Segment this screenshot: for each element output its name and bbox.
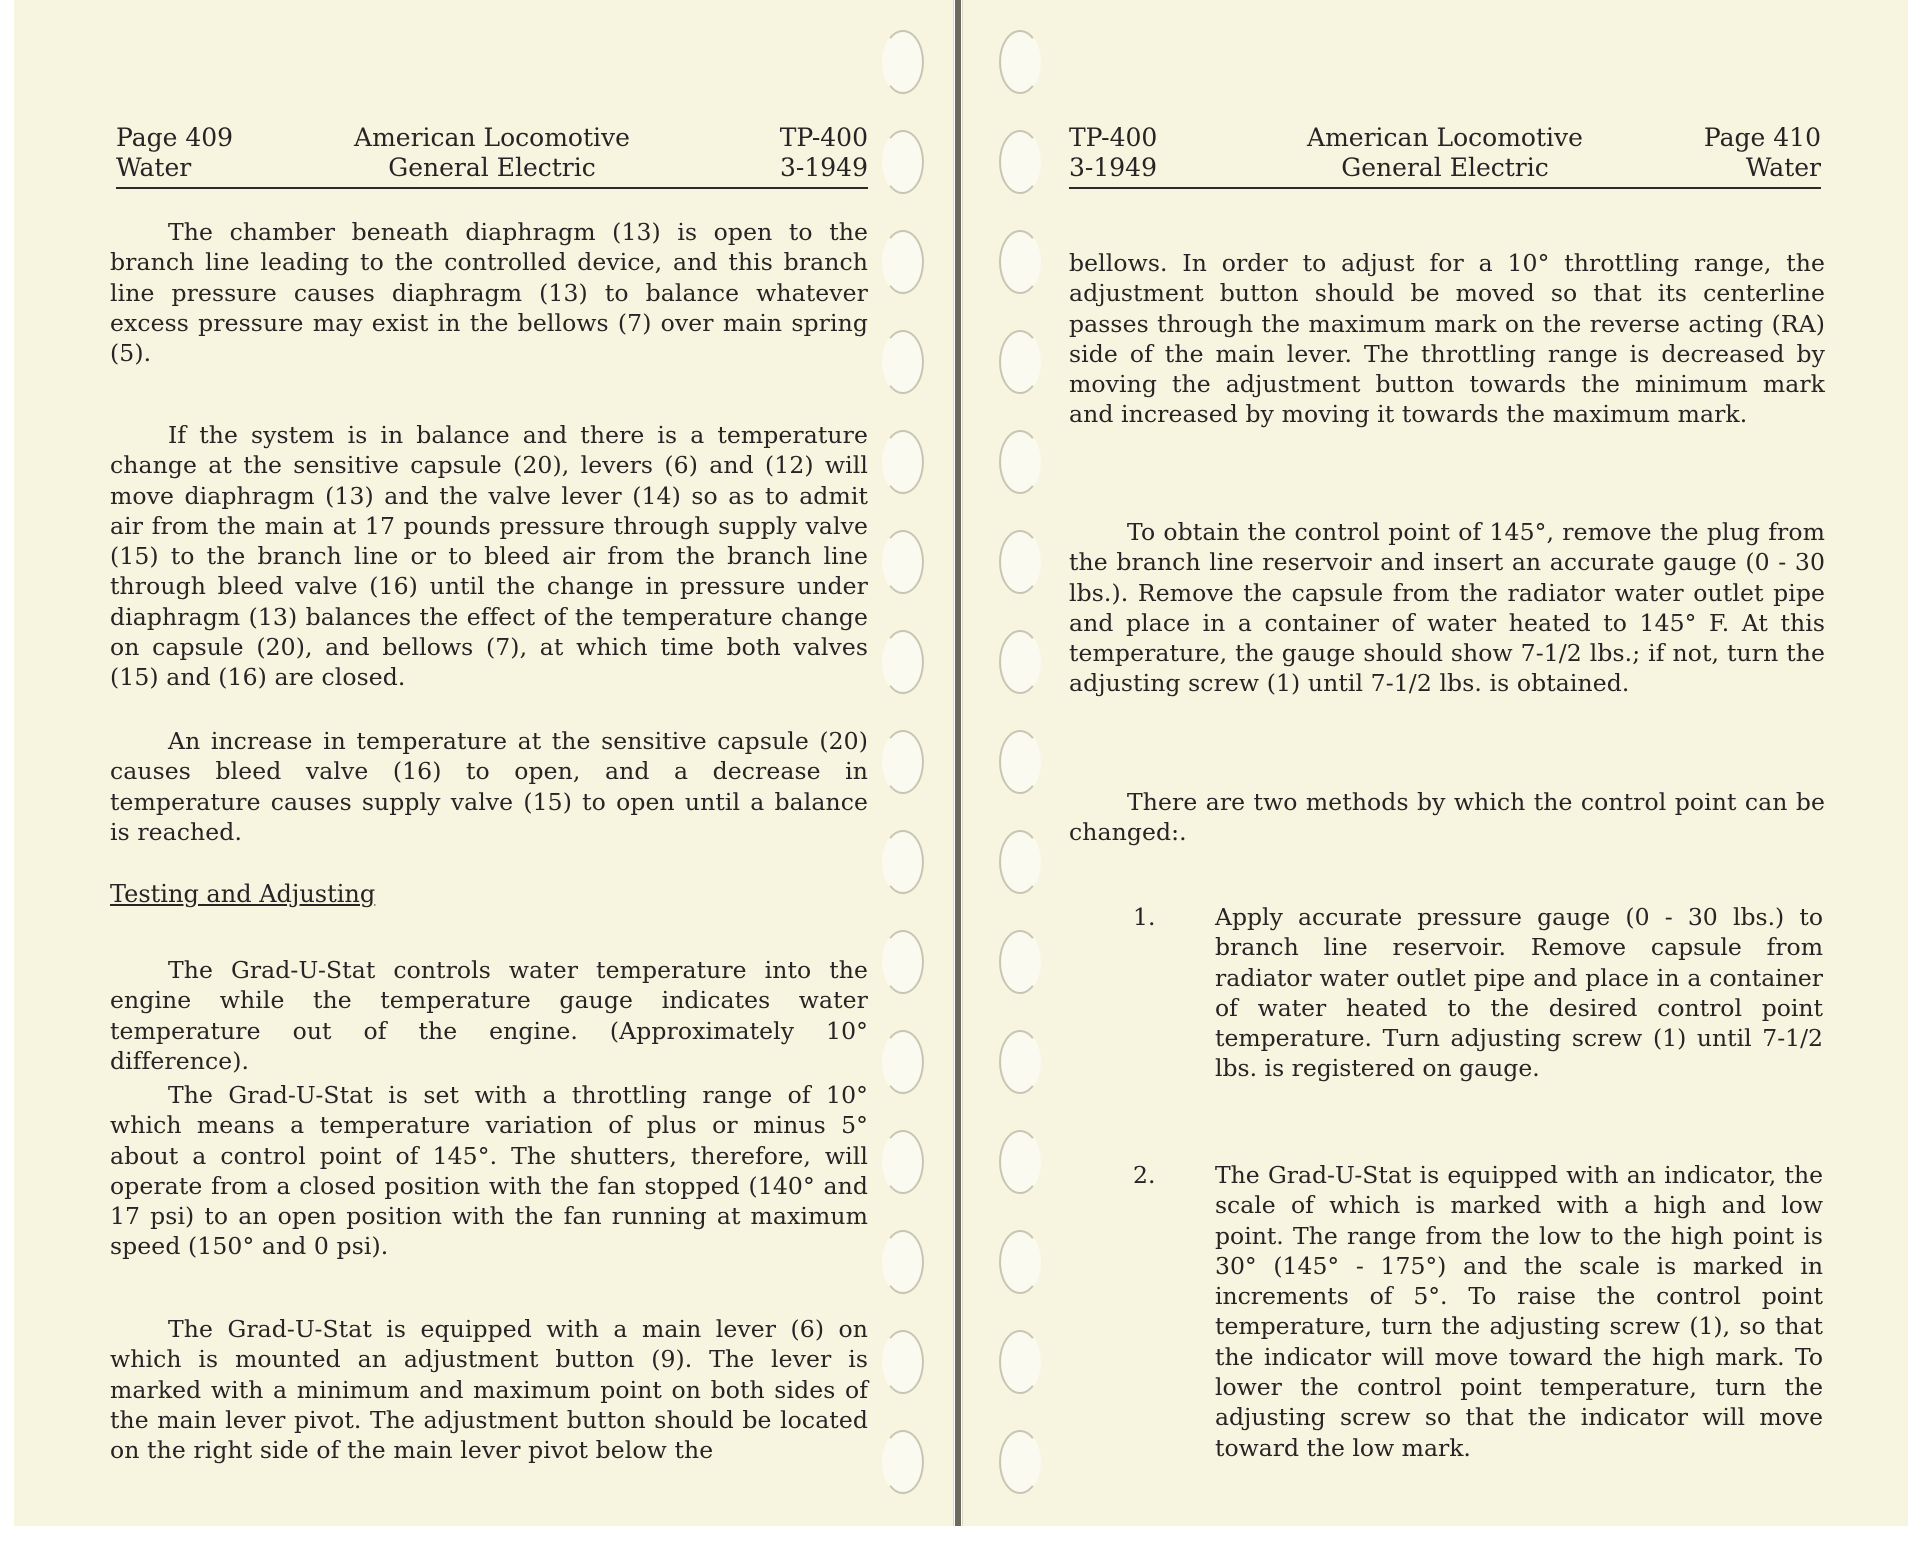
paragraph bbox=[1069, 787, 1825, 848]
binder-hole bbox=[999, 230, 1041, 294]
list-item bbox=[1133, 1160, 1823, 1460]
binder-hole bbox=[999, 930, 1041, 994]
binder-hole bbox=[882, 230, 924, 294]
binder-hole bbox=[999, 130, 1041, 194]
list-text: The Grad-U-Stat is equipped with an indicator, the scale of which is marked with a high and low point. The range from the low to the high point is 30° (145° - 175°) and the scale is marked in increments of 5°. To raise the control point temperature, turn the adjusting screw (1), so that the indicator will move toward the high mark. To lower the control point temperature, turn the adjusting screw so that the indicator will move toward the low mark. bbox=[1215, 1161, 1823, 1462]
right-page bbox=[962, 0, 1908, 1526]
section-name: Water bbox=[116, 153, 192, 182]
binder-hole bbox=[882, 930, 924, 994]
paragraph bbox=[1069, 517, 1825, 699]
section-name: Water bbox=[1745, 153, 1821, 182]
binder-hole bbox=[999, 430, 1041, 494]
paragraph-text: If the system is in balance and there is a temperature change at the sensitive capsule (20), levers (6) and (12) will move diaphragm (13) and the valve lever (14) so as to admit air from the main at 17 pounds pressure through supply valve (15) to the branch line or to bleed air from the branch line through bleed valve (16) until the change in pressure under diaphragm (13) balances the effect of the temperature change on capsule (20), and bellows (7), at which time both valves (15) and (16) are closed. bbox=[110, 421, 868, 692]
paragraph-text: There are two methods by which the control point can be changed:. bbox=[1069, 788, 1825, 847]
binder-hole bbox=[999, 1030, 1041, 1094]
binder-hole bbox=[999, 530, 1041, 594]
list-number: 2. bbox=[1133, 1161, 1156, 1189]
page-number: Page 409 bbox=[116, 123, 234, 152]
paragraph-text: The chamber beneath diaphragm (13) is open to the branch line leading to the controlled device, and this branch line pressure causes diaphragm (13) to balance whatever excess pressure may exist in the bellows (7) over main spring (5). bbox=[110, 218, 868, 368]
binder-hole bbox=[882, 730, 924, 794]
paragraph bbox=[110, 955, 868, 1076]
doc-number: TP-400 bbox=[1069, 123, 1158, 152]
paragraph-text: To obtain the control point of 145°, remove the plug from the branch line reservoir and insert an accurate gauge (0 - 30 lbs.). Remove the capsule from the radiator water outlet pipe and place in a container of water heated to 145° F. At this temperature, the gauge should show 7-1/2 lbs.; if not, turn the adjusting screw (1) until 7-1/2 lbs. is obtained. bbox=[1069, 518, 1825, 698]
list-text: Apply accurate pressure gauge (0 - 30 lbs.) to branch line reservoir. Remove capsule from radiator water outlet pipe and place in a container of water heated to the desired control point temperature. Turn adjusting screw (1) until 7-1/2 lbs. is registered on gauge. bbox=[1215, 903, 1823, 1083]
paragraph bbox=[110, 1080, 868, 1262]
paragraph-text: bellows. In order to adjust for a 10° throttling range, the adjustment button should be moved so that its centerline passes through the maximum mark on the reverse acting (RA) side of the main lever. The throttling range is decreased by moving the adjustment button towards the minimum mark and increased by moving it towards the maximum mark. bbox=[1069, 249, 1825, 429]
binder-hole bbox=[882, 1130, 924, 1194]
doc-number: TP-400 bbox=[779, 123, 868, 152]
binder-hole bbox=[999, 1230, 1041, 1294]
binder-hole bbox=[999, 1330, 1041, 1394]
company-name: American Locomotive bbox=[354, 123, 630, 152]
binder-hole bbox=[882, 1230, 924, 1294]
page-number: Page 410 bbox=[1703, 123, 1821, 152]
binder-hole bbox=[999, 630, 1041, 694]
list-number: 1. bbox=[1133, 903, 1156, 931]
company-name: American Locomotive bbox=[1307, 123, 1583, 152]
doc-date: 3-1949 bbox=[1069, 153, 1157, 182]
paragraph bbox=[1069, 248, 1825, 430]
binder-hole bbox=[882, 330, 924, 394]
binder-hole bbox=[882, 130, 924, 194]
binder-hole bbox=[882, 1330, 924, 1394]
company-name-line2: General Electric bbox=[1341, 153, 1549, 182]
list-item bbox=[1133, 902, 1823, 1102]
paragraph-text: An increase in temperature at the sensitive capsule (20) causes bleed valve (16) to open, and a decrease in temperature causes supply valve (15) to open until a balance is reached. bbox=[110, 727, 868, 846]
paragraph bbox=[110, 420, 868, 693]
paragraph bbox=[110, 1314, 868, 1465]
binder-hole bbox=[999, 30, 1041, 94]
binder-hole bbox=[882, 430, 924, 494]
paragraph-text: The Grad-U-Stat is set with a throttling range of 10° which means a temperature variation of plus or minus 5° about a control point of 145°. The shutters, therefore, will operate from a closed position with the fan stopped (140° and 17 psi) to an open position with the fan running at maximum speed (150° and 0 psi). bbox=[110, 1081, 868, 1261]
page-header bbox=[116, 123, 868, 189]
paragraph-text: The Grad-U-Stat controls water temperature into the engine while the temperature gauge indicates water temperature out of the engine. (Approximately 10° difference). bbox=[110, 956, 868, 1075]
paragraph bbox=[110, 726, 868, 847]
company-name-line2: General Electric bbox=[388, 153, 596, 182]
binder-hole bbox=[999, 830, 1041, 894]
section-heading: Testing and Adjusting bbox=[110, 880, 376, 908]
doc-date: 3-1949 bbox=[780, 153, 868, 182]
binder-hole bbox=[882, 630, 924, 694]
binding-spine bbox=[955, 0, 961, 1526]
paragraph bbox=[110, 217, 868, 368]
binder-hole bbox=[882, 530, 924, 594]
binder-hole bbox=[999, 1430, 1041, 1494]
binder-hole bbox=[882, 1030, 924, 1094]
binder-hole bbox=[999, 730, 1041, 794]
paragraph-text: The Grad-U-Stat is equipped with a main lever (6) on which is mounted an adjustment button (9). The lever is marked with a minimum and maximum point on both sides of the main lever pivot. The adjustment button should be located on the right side of the main lever pivot below the bbox=[110, 1315, 868, 1465]
left-page bbox=[14, 0, 954, 1526]
page-header bbox=[1069, 123, 1821, 189]
binder-hole bbox=[999, 330, 1041, 394]
binder-hole bbox=[882, 1430, 924, 1494]
binder-hole bbox=[882, 30, 924, 94]
binder-hole bbox=[999, 1130, 1041, 1194]
binder-hole bbox=[882, 830, 924, 894]
